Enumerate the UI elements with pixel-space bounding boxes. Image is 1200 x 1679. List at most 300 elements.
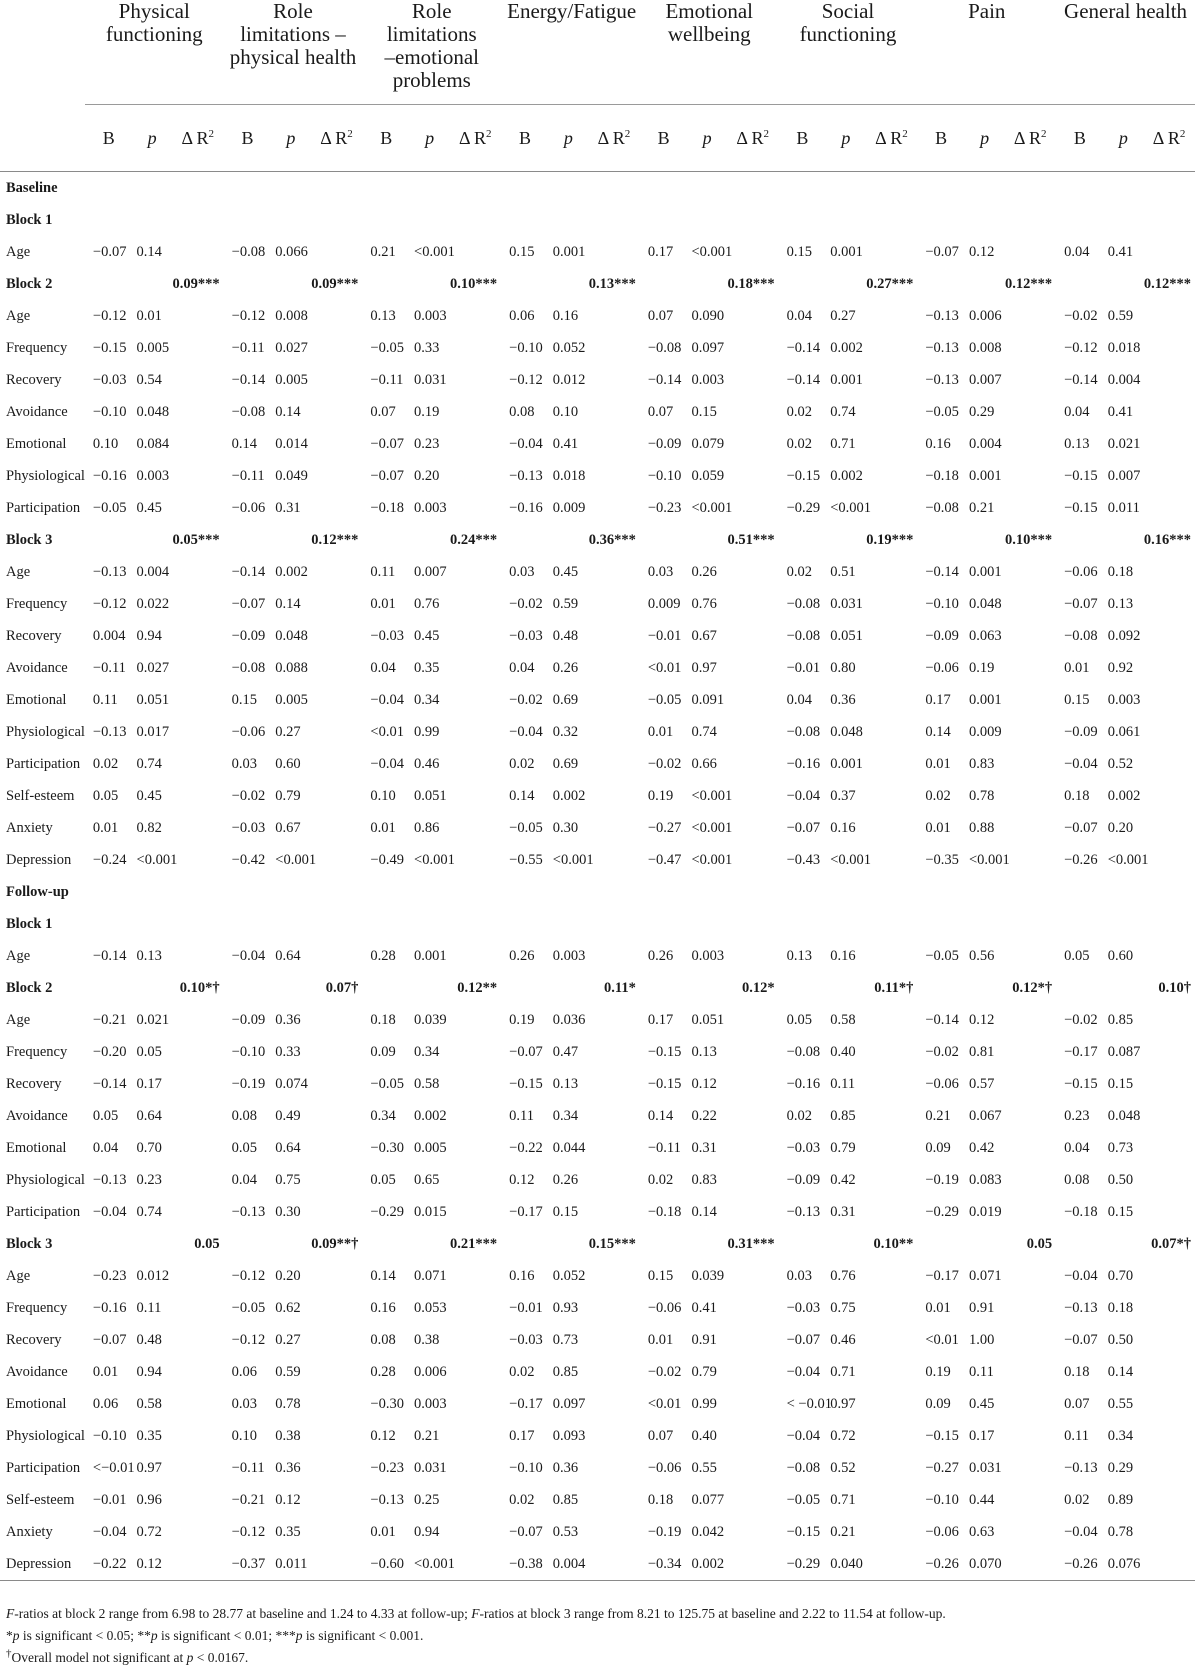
b-value: −0.14: [786, 339, 821, 356]
empty-cell: [1004, 1004, 1056, 1036]
p-value: 0.12: [691, 1075, 717, 1092]
empty-cell: [172, 332, 224, 364]
p-value: 0.067: [968, 1107, 1002, 1124]
table-row: [0, 1420, 1195, 1452]
empty-cell: [449, 652, 501, 684]
empty-cell: [727, 1100, 779, 1132]
empty-cell: [727, 1420, 779, 1452]
b-value: −0.55: [509, 851, 543, 868]
footnote-text: *: [6, 1628, 13, 1643]
empty-cell: [85, 172, 1195, 205]
block-row: [0, 908, 1195, 940]
p-value: 0.48: [552, 627, 579, 644]
empty-cell: [588, 1452, 640, 1484]
b-value: −0.23: [647, 499, 682, 516]
empty-cell: [588, 460, 640, 492]
b-value: <−0.01: [92, 1459, 135, 1476]
b-value: 0.01: [370, 595, 396, 612]
table-row: [0, 1516, 1195, 1548]
b-value: −0.07: [786, 1331, 821, 1348]
p-value: 0.090: [691, 307, 725, 324]
empty-cell: [449, 492, 501, 524]
b-value: 0.02: [92, 755, 119, 772]
b-value: 0.17: [647, 243, 674, 260]
p-value: 0.18: [1107, 563, 1134, 580]
p-value: 0.084: [136, 435, 170, 452]
delta-r2-value: 0.05: [194, 1235, 220, 1252]
p-value: 0.55: [691, 1459, 717, 1476]
p-value: 0.33: [275, 1043, 301, 1060]
empty-cell: [588, 620, 640, 652]
p-value: 0.58: [136, 1395, 162, 1412]
empty-cell: [1004, 556, 1056, 588]
table-row: [0, 1132, 1195, 1164]
empty-cell: [1004, 1164, 1056, 1196]
p-value: 0.27: [275, 1331, 301, 1348]
b-value: 0.18: [1064, 1363, 1090, 1380]
empty-cell: [224, 204, 272, 236]
p-column-header: p: [133, 105, 172, 172]
b-value: −0.08: [231, 659, 266, 676]
delta-r2-value: [588, 204, 640, 236]
p-value: 0.11: [968, 1363, 994, 1380]
b-value: −0.30: [370, 1139, 404, 1156]
block-label: Block 2: [6, 275, 53, 292]
b-value: −0.12: [231, 1267, 266, 1284]
empty-cell: [501, 204, 549, 236]
b-value: −0.13: [925, 307, 959, 324]
p-value: 0.72: [136, 1523, 162, 1540]
p-value: 0.022: [136, 595, 170, 612]
empty-cell: [779, 972, 827, 1004]
p-value: 0.001: [414, 947, 447, 964]
b-value: 0.04: [231, 1171, 258, 1188]
column-group-title-line: General health: [1064, 0, 1188, 23]
empty-cell: [866, 588, 918, 620]
b-value: 0.01: [370, 1523, 396, 1540]
delta-r2-value: [449, 204, 501, 236]
p-value: 0.93: [552, 1299, 579, 1316]
b-value: −0.08: [1064, 627, 1098, 644]
empty-cell: [449, 1452, 501, 1484]
b-value: 0.05: [92, 787, 119, 804]
empty-cell: [588, 1100, 640, 1132]
block-label: Block 1: [6, 915, 53, 932]
empty-cell: [311, 300, 363, 332]
b-value: −0.29: [779, 1548, 827, 1581]
p-value: 0.076: [1104, 1548, 1143, 1581]
empty-cell: [311, 1548, 363, 1581]
block-label: Block 3: [6, 1235, 53, 1252]
delta-r-label: Δ R: [597, 127, 625, 148]
empty-cell: [866, 1548, 918, 1581]
empty-cell: [449, 428, 501, 460]
b-value: 0.01: [92, 1363, 119, 1380]
p-value: 0.26: [691, 563, 717, 580]
b-value: 0.21: [925, 1107, 951, 1124]
b-value: −0.06: [1064, 563, 1098, 580]
empty-cell: [1143, 684, 1195, 716]
empty-cell: [1143, 620, 1195, 652]
empty-cell: [172, 236, 224, 268]
delta-r2-column-header: [588, 105, 640, 172]
empty-cell: [224, 524, 272, 556]
b-value: −0.12: [92, 307, 127, 324]
empty-cell: [727, 396, 779, 428]
block-row: [0, 204, 1195, 236]
p-value: 0.41: [691, 1299, 717, 1316]
table-row: [0, 1196, 1195, 1228]
p-value: 0.015: [414, 1203, 447, 1220]
b-value: −0.07: [1064, 1331, 1098, 1348]
empty-cell: [311, 812, 363, 844]
empty-cell: [866, 1132, 918, 1164]
b-value: 0.11: [509, 1107, 534, 1124]
b-value: −0.07: [509, 1043, 543, 1060]
empty-cell: [549, 908, 588, 940]
p-value: 0.003: [136, 467, 170, 484]
p-value: 0.002: [830, 339, 863, 356]
b-value: 0.07: [370, 403, 396, 420]
empty-cell: [727, 1452, 779, 1484]
b-value: −0.20: [92, 1043, 127, 1060]
p-value: 0.052: [552, 1267, 586, 1284]
p-value: 0.071: [968, 1267, 1002, 1284]
column-group-title-line: physical health: [229, 45, 357, 69]
empty-cell: [224, 908, 272, 940]
b-value: −0.22: [509, 1139, 543, 1156]
b-value: −0.30: [370, 1395, 404, 1412]
empty-cell: [1004, 428, 1056, 460]
delta-r-label: Δ R: [875, 127, 903, 148]
p-value: 0.74: [691, 723, 717, 740]
p-value: 0.21: [414, 1427, 440, 1444]
b-value: −0.07: [92, 243, 127, 260]
empty-cell: [311, 1420, 363, 1452]
b-value: −0.38: [501, 1548, 549, 1581]
b-value: 0.15: [786, 243, 812, 260]
p-value: 0.85: [552, 1363, 579, 1380]
p-value: 0.051: [136, 691, 170, 708]
b-value: 0.03: [786, 1267, 812, 1284]
p-value: 0.001: [552, 243, 586, 260]
empty-cell: [866, 1452, 918, 1484]
empty-cell: [1143, 332, 1195, 364]
empty-cell: [866, 1324, 918, 1356]
column-group-title-line: limitations: [386, 22, 477, 46]
b-value: −0.37: [224, 1548, 272, 1581]
empty-cell: [588, 364, 640, 396]
p-value: 0.092: [1107, 627, 1141, 644]
p-value: 0.64: [275, 947, 301, 964]
b-value: 0.01: [925, 755, 951, 772]
column-group-title-line: problems: [392, 68, 471, 92]
b-value: −0.19: [231, 1075, 266, 1092]
p-value: 0.15: [1107, 1075, 1134, 1092]
row-label: Recovery: [6, 1331, 62, 1348]
empty-cell: [1004, 812, 1056, 844]
b-value: 0.07: [647, 1427, 674, 1444]
p-value: 0.76: [691, 595, 717, 612]
r2-superscript: 2: [1041, 127, 1047, 140]
b-value: −0.03: [786, 1299, 821, 1316]
empty-cell: [1143, 940, 1195, 972]
empty-cell: [311, 1036, 363, 1068]
p-value: 0.001: [968, 563, 1002, 580]
row-label: Age: [6, 947, 31, 964]
b-value: 0.21: [370, 243, 396, 260]
p-value: <0.001: [552, 851, 594, 868]
empty-cell: [172, 1548, 224, 1581]
empty-cell: [85, 908, 133, 940]
b-value: 0.08: [1064, 1171, 1090, 1188]
b-column-header: B: [640, 105, 688, 172]
b-value: −0.12: [92, 595, 127, 612]
p-value: 0.23: [136, 1171, 162, 1188]
empty-cell: [687, 908, 726, 940]
delta-r-label: Δ R: [458, 127, 487, 148]
b-value: −0.05: [231, 1299, 266, 1316]
empty-cell: [965, 972, 1004, 1004]
b-value: 0.01: [647, 723, 674, 740]
p-value: <0.001: [830, 851, 872, 868]
p-value: 0.50: [1107, 1331, 1134, 1348]
b-value: −0.15: [92, 339, 127, 356]
p-value: 0.67: [275, 819, 301, 836]
b-value: −0.03: [509, 627, 543, 644]
table-row: [0, 1356, 1195, 1388]
p-value: 0.45: [136, 499, 162, 516]
empty-cell: [588, 812, 640, 844]
empty-cell: [866, 556, 918, 588]
b-value: 0.23: [1064, 1107, 1090, 1124]
b-value: 0.06: [509, 307, 535, 324]
b-value: −0.35: [925, 851, 959, 868]
empty-cell: [311, 1100, 363, 1132]
empty-cell: [133, 268, 172, 300]
p-value: 0.97: [691, 659, 717, 676]
b-value: 0.02: [786, 1107, 812, 1124]
delta-r2-value: [1004, 204, 1056, 236]
empty-cell: [271, 204, 310, 236]
p-value: 0.71: [830, 1491, 856, 1508]
empty-cell: [588, 236, 640, 268]
empty-cell: [866, 428, 918, 460]
p-value: 0.40: [830, 1043, 856, 1060]
row-label: Physiological: [6, 1427, 85, 1444]
p-value: 0.036: [552, 1011, 586, 1028]
r2-superscript: 2: [486, 127, 492, 140]
delta-r2-value: 0.31***: [727, 1235, 775, 1252]
p-value: 0.69: [552, 755, 579, 772]
empty-cell: [449, 1004, 501, 1036]
p-value: 0.001: [968, 467, 1002, 484]
empty-cell: [549, 268, 588, 300]
b-value: 0.05: [370, 1171, 396, 1188]
b-value: −0.27: [647, 819, 682, 836]
block-row: [0, 524, 1195, 556]
empty-cell: [172, 460, 224, 492]
b-value: 0.14: [509, 787, 535, 804]
delta-r-label: Δ R: [1013, 127, 1041, 148]
b-value: −0.14: [925, 563, 959, 580]
p-value: 0.003: [414, 499, 447, 516]
empty-cell: [727, 684, 779, 716]
empty-cell: [501, 268, 549, 300]
delta-r2-value: 0.16***: [1143, 531, 1191, 548]
empty-cell: [311, 1356, 363, 1388]
b-value: −0.04: [370, 755, 404, 772]
p-value: 0.011: [271, 1548, 310, 1581]
p-value: 0.25: [414, 1491, 440, 1508]
empty-cell: [271, 1228, 310, 1260]
b-value: 0.04: [92, 1139, 119, 1156]
empty-cell: [727, 1548, 779, 1581]
b-value: −0.13: [1064, 1299, 1098, 1316]
empty-cell: [1143, 492, 1195, 524]
empty-cell: [1143, 1420, 1195, 1452]
empty-cell: [1004, 684, 1056, 716]
empty-cell: [311, 332, 363, 364]
b-value: −0.04: [786, 1427, 821, 1444]
empty-cell: [1004, 492, 1056, 524]
p-value: 0.21: [968, 499, 995, 516]
p-value: 0.001: [968, 691, 1002, 708]
p-value: 0.13: [136, 947, 162, 964]
empty-cell: [866, 300, 918, 332]
p-value: 0.13: [691, 1043, 717, 1060]
b-value: 0.02: [647, 1171, 674, 1188]
row-label: Participation: [6, 755, 81, 772]
b-value: −0.04: [370, 691, 404, 708]
b-value: 0.01: [925, 1299, 951, 1316]
table-row: [0, 332, 1195, 364]
empty-cell: [410, 908, 449, 940]
delta-r2-value: 0.10***: [450, 275, 498, 292]
p-value: 0.27: [275, 723, 301, 740]
b-value: 0.10: [231, 1427, 258, 1444]
empty-cell: [172, 748, 224, 780]
b-value: 0.01: [1064, 659, 1090, 676]
b-value: −0.06: [925, 1075, 959, 1092]
empty-cell: [271, 908, 310, 940]
p-value: 0.009: [968, 723, 1002, 740]
empty-cell: [640, 524, 688, 556]
b-value: −0.19: [647, 1523, 682, 1540]
b-value: −0.02: [647, 1363, 682, 1380]
p-value: 0.74: [136, 1203, 162, 1220]
empty-cell: [727, 1324, 779, 1356]
empty-cell: [362, 908, 410, 940]
empty-cell: [1143, 428, 1195, 460]
p-value: 0.23: [414, 435, 440, 452]
empty-cell: [1004, 1196, 1056, 1228]
p-value: 0.048: [968, 595, 1002, 612]
empty-cell: [1004, 460, 1056, 492]
p-value: 0.70: [1107, 1267, 1134, 1284]
empty-cell: [1004, 780, 1056, 812]
empty-cell: [588, 588, 640, 620]
p-value: 0.14: [1107, 1363, 1134, 1380]
empty-cell: [1004, 844, 1056, 876]
empty-cell: [501, 1228, 549, 1260]
empty-cell: [449, 1292, 501, 1324]
block-label: Block 2: [6, 979, 53, 996]
p-value: 0.97: [830, 1395, 856, 1412]
p-value: 0.33: [414, 339, 440, 356]
empty-cell: [85, 876, 1195, 908]
b-value: −0.15: [786, 1523, 821, 1540]
column-group-header: [501, 0, 640, 105]
table-row: [0, 684, 1195, 716]
empty-cell: [501, 972, 549, 1004]
empty-cell: [588, 1004, 640, 1036]
b-value: 0.03: [647, 563, 674, 580]
empty-cell: [1143, 1292, 1195, 1324]
table-row: [0, 1004, 1195, 1036]
row-label: Age: [6, 563, 31, 580]
b-value: −0.04: [1064, 755, 1098, 772]
empty-cell: [965, 204, 1004, 236]
b-value: −0.49: [370, 851, 404, 868]
b-value: −0.03: [231, 819, 266, 836]
empty-cell: [172, 1420, 224, 1452]
b-value: −0.11: [231, 467, 265, 484]
table-row: [0, 1292, 1195, 1324]
b-column-header: B: [224, 105, 272, 172]
sub-header-row: [0, 105, 1195, 172]
p-value: 0.20: [414, 467, 440, 484]
empty-cell: [727, 332, 779, 364]
column-group-header: [362, 0, 501, 105]
footnote-text: -ratios at block 2 range from 6.98 to 28.77 at baseline and 1.24 to 4.33 at follow-up;: [14, 1606, 472, 1621]
delta-r2-value: [727, 204, 779, 236]
p-value: 0.36: [275, 1459, 301, 1476]
p-value: 0.093: [552, 1427, 586, 1444]
b-value: −0.14: [1064, 371, 1098, 388]
b-value: −0.07: [786, 819, 821, 836]
p-value: 0.36: [830, 691, 856, 708]
p-value: 0.002: [830, 467, 863, 484]
empty-cell: [640, 972, 688, 1004]
b-value: −0.17: [1064, 1043, 1098, 1060]
empty-cell: [85, 204, 133, 236]
b-value: −0.15: [647, 1043, 682, 1060]
delta-r2-value: 0.11*: [604, 979, 636, 996]
p-value: 0.006: [414, 1363, 447, 1380]
p-value: 0.12: [275, 1491, 301, 1508]
b-value: −0.02: [925, 1043, 959, 1060]
p-value: 0.79: [830, 1139, 856, 1156]
p-value: 0.55: [1107, 1395, 1134, 1412]
b-value: −0.12: [231, 307, 266, 324]
empty-cell: [172, 556, 224, 588]
b-value: −0.13: [509, 467, 543, 484]
p-value: 0.12: [133, 1548, 172, 1581]
p-value: 0.16: [552, 307, 579, 324]
p-value: 0.59: [275, 1363, 301, 1380]
p-value: 0.22: [691, 1107, 717, 1124]
empty-cell: [588, 492, 640, 524]
empty-cell: [866, 844, 918, 876]
empty-cell: [449, 1356, 501, 1388]
p-value: <0.001: [968, 851, 1010, 868]
b-value: <0.01: [647, 1395, 682, 1412]
b-value: −0.05: [370, 1075, 404, 1092]
p-value: 0.001: [830, 243, 863, 260]
row-label: Age: [6, 1011, 31, 1028]
empty-cell: [588, 332, 640, 364]
